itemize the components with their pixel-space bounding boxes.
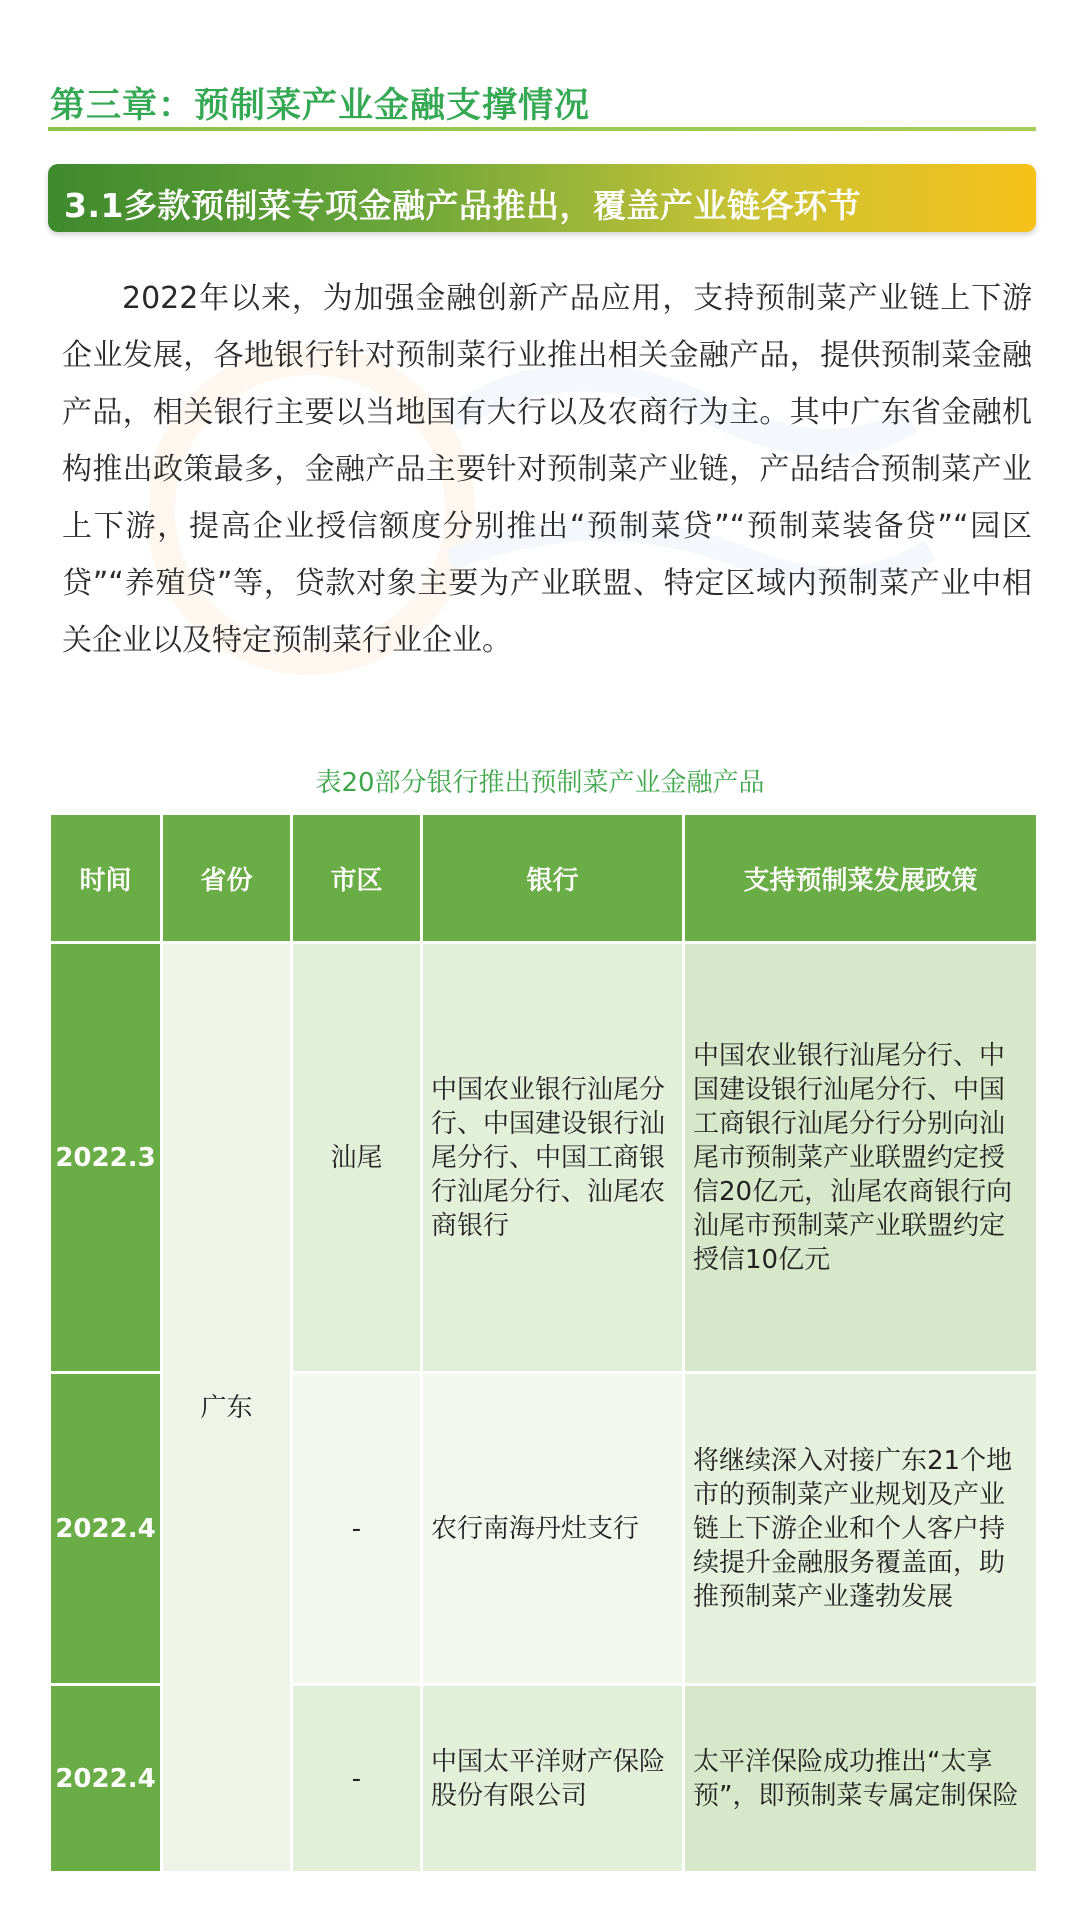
cell-province: 广东 xyxy=(162,943,292,1873)
cell-city: 汕尾 xyxy=(292,943,422,1373)
cell-bank: 农行南海丹灶支行 xyxy=(422,1373,684,1685)
cell-time: 2022.3 xyxy=(50,943,162,1373)
chapter-title: 第三章：预制菜产业金融支撑情况 xyxy=(50,86,591,126)
cell-bank: 中国农业银行汕尾分行、中国建设银行汕尾分行、中国工商银行汕尾分行、汕尾农商银行 xyxy=(422,943,684,1373)
cell-city: - xyxy=(292,1685,422,1873)
body-paragraph: 2022年以来，为加强金融创新产品应用，支持预制菜产业链上下游企业发展，各地银行针对预制菜行业推出相关金融产品，提供预制菜金融产品，相关银行主要以当地国有大行以及农商行为主。其中广东省金融机构推出政策最多，金融产品主要针对预制菜产业链，产品结合预制菜产业上下游，提高企业授信额度分别推出“预制菜贷”“预制菜装备贷”“园区贷”“养殖贷”等，贷款对象主要为产业联盟、特定区域内预制菜产业中相关企业以及特定预制菜行业企业。 xyxy=(62,281,1032,658)
cell-policy: 中国农业银行汕尾分行、中国建设银行汕尾分行、中国工商银行汕尾分行分别向汕尾市预制菜产业联盟约定授信20亿元，汕尾农商银行向汕尾市预制菜产业联盟约定授信10亿元 xyxy=(684,943,1038,1373)
header-province: 省份 xyxy=(162,814,292,943)
header-time: 时间 xyxy=(50,814,162,943)
header-bank: 银行 xyxy=(422,814,684,943)
header-city: 市区 xyxy=(292,814,422,943)
header-policy: 支持预制菜发展政策 xyxy=(684,814,1038,943)
cell-time: 2022.4 xyxy=(50,1685,162,1873)
table-row xyxy=(50,943,1038,1373)
chapter-divider xyxy=(48,127,1036,131)
bank-products-table xyxy=(48,812,1039,1874)
cell-time: 2022.4 xyxy=(50,1373,162,1685)
cell-bank: 中国太平洋财产保险股份有限公司 xyxy=(422,1685,684,1873)
cell-policy: 太平洋保险成功推出“太享预”，即预制菜专属定制保险 xyxy=(684,1685,1038,1873)
body-text xyxy=(62,270,1032,669)
cell-city: - xyxy=(292,1373,422,1685)
cell-policy: 将继续深入对接广东21个地市的预制菜产业规划及产业链上下游企业和个人客户持续提升金融服务覆盖面，助推预制菜产业蓬勃发展 xyxy=(684,1373,1038,1685)
section-title: 3.1多款预制菜专项金融产品推出，覆盖产业链各环节 xyxy=(64,186,861,225)
table-header-row xyxy=(50,814,1038,943)
table-caption: 表20部分银行推出预制菜产业金融产品 xyxy=(315,768,765,798)
